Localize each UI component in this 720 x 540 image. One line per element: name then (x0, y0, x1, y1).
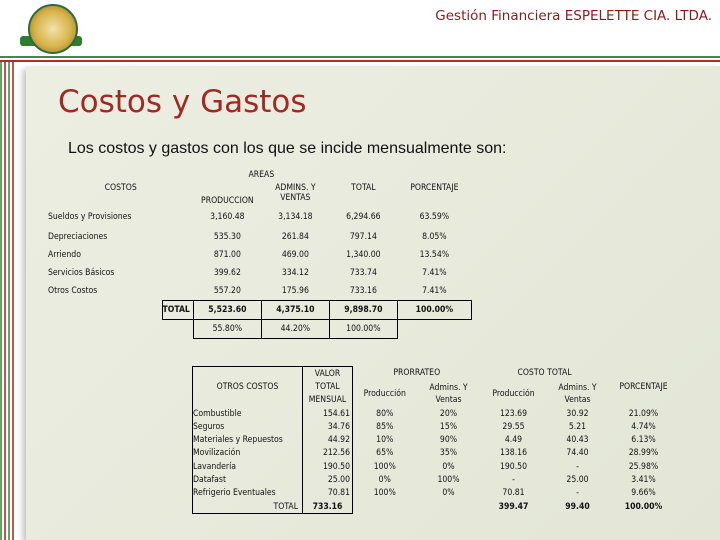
total-header: TOTAL (303, 380, 353, 393)
total-header: TOTAL (351, 183, 376, 193)
table-row: Servicios Básicos 399.62 334.12 733.74 7.41% (48, 268, 447, 278)
porcentaje-header: PORCENTAJE (619, 381, 668, 392)
costs-table (48, 170, 472, 339)
produccion-header: PRODUCCION (201, 196, 254, 206)
total-row: TOTAL 733.16 399.47 99.40 100.00% (193, 500, 679, 514)
header-bar (0, 0, 720, 54)
total-label: TOTAL (162, 301, 193, 320)
table-row: Datafast 25.00 0% 100% - 25.00 3.41% (193, 475, 656, 486)
side-stripes (0, 62, 14, 540)
prorrateo-produccion-header: Producción (363, 388, 406, 399)
table-row: Materiales y Repuestos 44.92 10% 90% 4.49 40.43 6.13% (193, 435, 656, 446)
costos-header: COSTOS (104, 183, 137, 193)
company-logo (28, 4, 78, 54)
other-costs-table (192, 366, 679, 514)
table-row: Depreciaciones 535.30 261.84 797.14 8.05% (48, 232, 447, 242)
costo-total-header: COSTO TOTAL (517, 368, 572, 379)
prorrateo-header: PRORRATEO (393, 368, 441, 379)
prorrateo-admins-header: Admins. Y Ventas (429, 382, 468, 405)
table-row: Refrigerio Eventuales 70.81 100% 0% 70.81 - 9.66% (193, 488, 656, 499)
table-row: Seguros 34.76 85% 15% 29.55 5.21 4.74% (193, 421, 656, 432)
total-label: TOTAL (193, 500, 303, 514)
valor-header: VALOR (303, 367, 353, 381)
mensual-header: MENSUAL (303, 394, 353, 407)
slide-subtitle: Los costos y gastos con los que se incide mensualmente son: (68, 140, 507, 157)
table-row: Combustible 154.61 80% 20% 123.69 30.92 21.09% (193, 408, 659, 419)
table-row: Otros Costos 557.20 175.96 733.16 7.41% (48, 286, 447, 296)
table-row: Sueldos y Provisiones 3,160.48 3,134.18 6,294.66 63.59% (48, 212, 450, 222)
table-row: Movilización 212.56 65% 35% 138.16 74.40 28.99% (193, 448, 659, 459)
admins-header: ADMINS. Y VENTAS (275, 183, 316, 203)
porcentaje-header: PORCENTAJE (410, 183, 459, 193)
table-row: Arriendo 871.00 469.00 1,340.00 13.54% (48, 250, 450, 260)
total-row: TOTAL 5,523.60 4,375.10 9,898.70 100.00% (48, 301, 471, 320)
areas-header: AREAS (248, 170, 275, 180)
company-name: Gestión Financiera ESPELETTE CIA. LTDA. (435, 8, 712, 24)
costo-admins-header: Admins. Y Ventas (558, 382, 597, 405)
costo-produccion-header: Producción (492, 388, 535, 399)
table-row: Lavandería 190.50 100% 0% 190.50 - 25.98% (193, 461, 659, 472)
slide-title: Costos y Gastos (58, 84, 307, 120)
otros-costos-header: OTROS COSTOS (193, 367, 303, 407)
header-stripes (0, 56, 720, 62)
percent-row: 55.80% 44.20% 100.00% (48, 320, 471, 339)
